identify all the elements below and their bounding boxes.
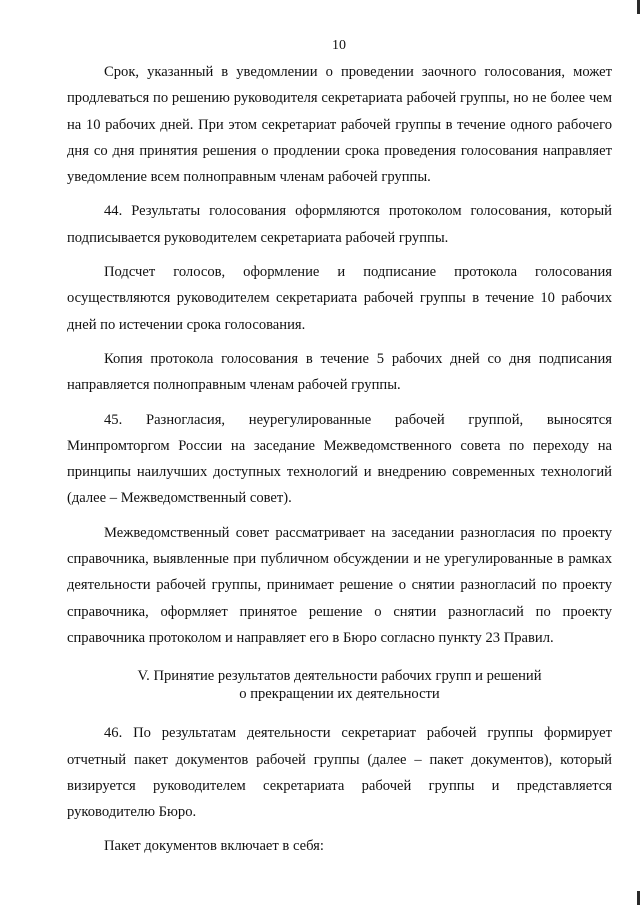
- paragraph-45-disagreements: 45. Разногласия, неурегулированные рабочей группой, выносятся Минпромторгом России на заседание Межведомственного совета по переходу на принципы наилучших доступных технологий и внедрению современных технологий (далее – Межведомственный совет).: [67, 411, 612, 507]
- paragraph-package-contents: Пакет документов включает в себя:: [104, 838, 324, 855]
- paragraph-vote-extension: Срок, указанный в уведомлении о проведении заочного голосования, может продлеваться по решению руководителя секретариата рабочей группы, но не более чем на 10 рабочих дней. При этом секретариат рабочей группы в течение одного рабочего дня со дня принятия решения о продлении срока проведения голосования направляет уведомление всем полноправным членам рабочей группы.: [67, 64, 612, 186]
- section-heading-line-1: V. Принятие результатов деятельности рабочих групп и решений: [137, 668, 542, 685]
- document-body: [67, 59, 612, 868]
- paragraph-vote-count: Подсчет голосов, оформление и подписание протокола голосования осуществляются руководителем секретариата рабочей группы в течение 10 рабочих дней по истечении срока голосования.: [67, 264, 612, 333]
- section-heading-line-2: о прекращении их деятельности: [239, 686, 440, 703]
- paragraph-protocol-copy: Копия протокола голосования в течение 5 рабочих дней со дня подписания направляется полноправным членам рабочей группы.: [67, 350, 612, 394]
- section-heading: [67, 667, 612, 703]
- paragraph-46-report-package: 46. По результатам деятельности секретариат рабочей группы формирует отчетный пакет документов рабочей группы (далее – пакет документов), который визируется руководителем секретариата рабочей группы и представляется руководителю Бюро.: [67, 725, 612, 821]
- paragraph-44-results: 44. Результаты голосования оформляются протоколом голосования, который подписывается руководителем секретариата рабочей группы.: [67, 203, 612, 246]
- paragraph-council-review: Межведомственный совет рассматривает на заседании разногласия по проекту справочника, выявленные при публичном обсуждении и не урегулированные в рамках деятельности рабочей группы, принимает решение о снятии разногласий по проекту справочника, оформляет принятое решение о снятии разногласий по проекту справочника протоколом и направляет его в Бюро согласно пункту 23 Правил.: [67, 524, 612, 646]
- page-number: 10: [332, 38, 346, 53]
